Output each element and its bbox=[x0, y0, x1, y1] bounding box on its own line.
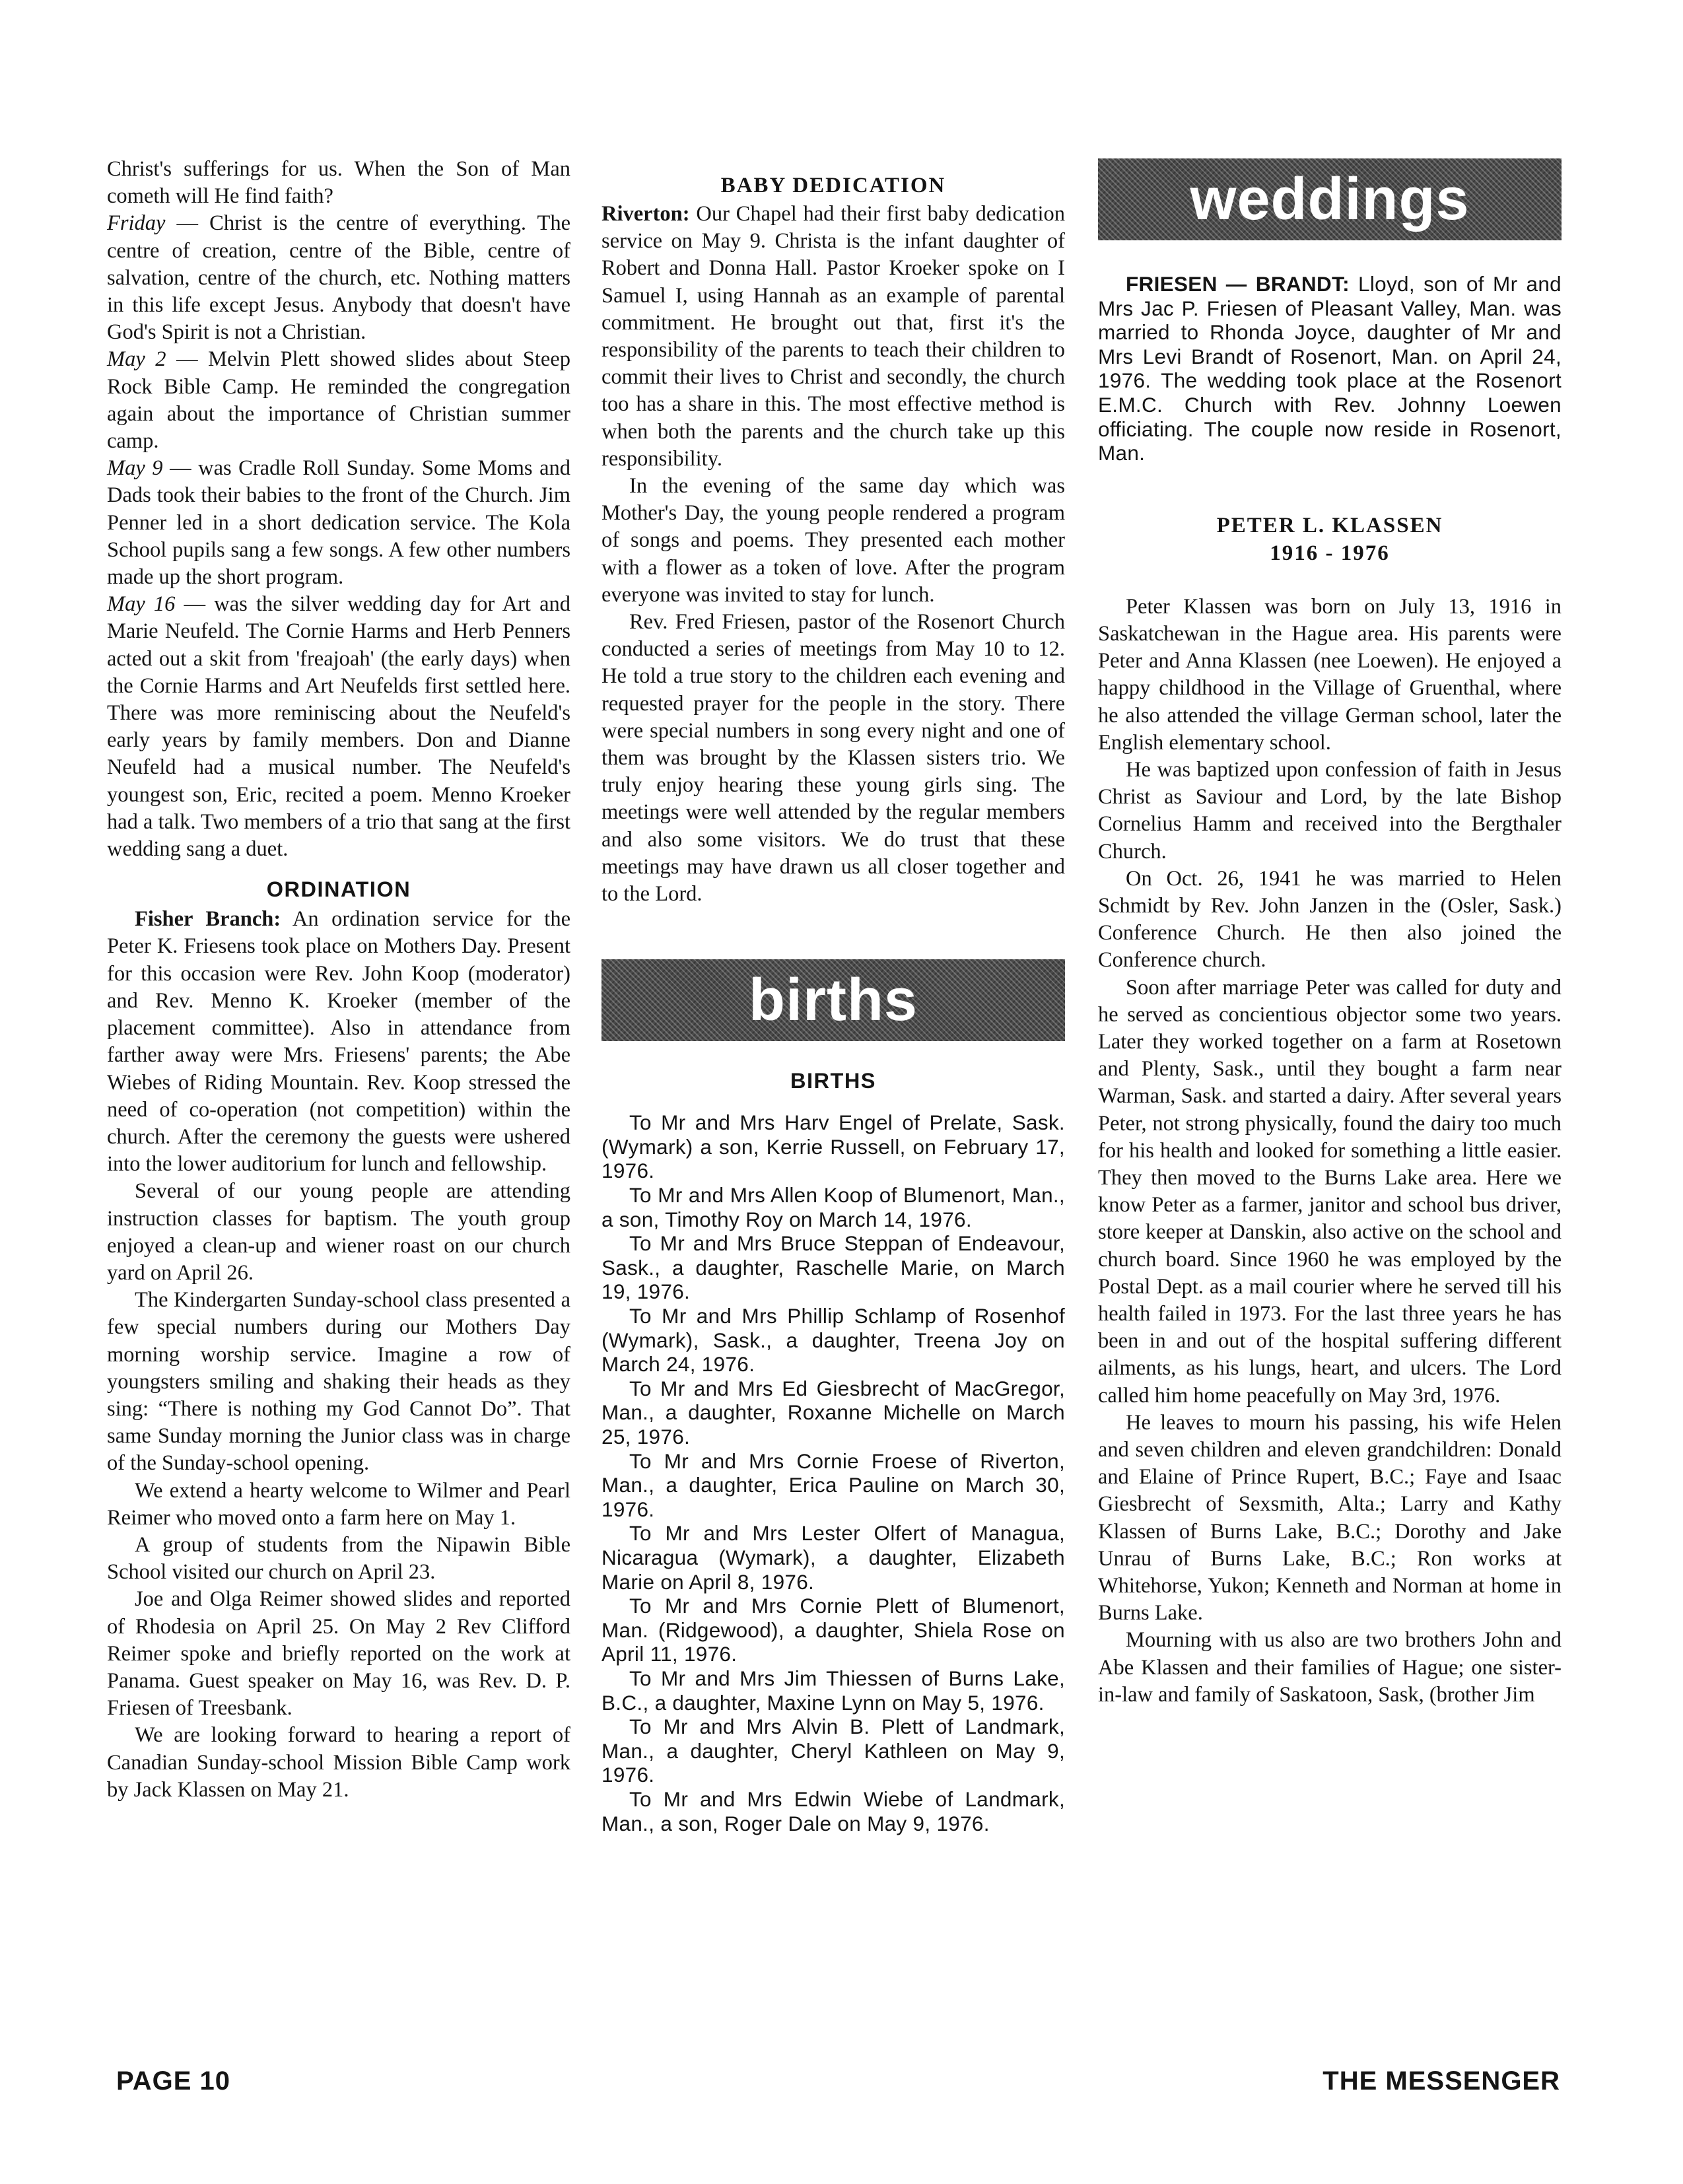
paragraph-text: Our Chapel had their first baby dedication service on May 9. Christa is the infant daughter of Robert and Donna Hall. Pastor Kroeker spoke on I Samuel I, using Hannah as an example of parental commitment. He brought out that, first it's the responsibility of the parents to teach their children to commit their lives to Christ and secondly, the church too has a share in this. The most effective method is when both the parents and the church take up this responsibility. bbox=[601, 202, 1065, 471]
list-item: To Mr and Mrs Jim Thiessen of Burns Lake, B.C., a daughter, Maxine Lynn on May 5, 1976. bbox=[601, 1666, 1065, 1715]
list-item: To Mr and Mrs Bruce Steppan of Endeavour, Sask., a daughter, Raschelle Marie, on March 19, 1976. bbox=[601, 1231, 1065, 1304]
paragraph bbox=[107, 591, 570, 863]
publication-name: THE MESSENGER bbox=[1322, 2066, 1560, 2096]
paragraph: Peter Klassen was born on July 13, 1916 in Saskatchewan in the Hague area. His parents were Peter and Anna Klassen (nee Loewen). He enjoyed a happy childhood in the Village of Gruenthal, where he also attended the village German school, later the English elementary school. bbox=[1098, 594, 1562, 755]
page-number: PAGE 10 bbox=[116, 2066, 230, 2096]
list-item: To Mr and Mrs Allen Koop of Blumenort, Man., a son, Timothy Roy on March 14, 1976. bbox=[601, 1183, 1065, 1231]
paragraph: The Kindergarten Sunday-school class presented a few special numbers during our Mothers Day morning worship service. Imagine a row of youngsters smiling and shaking their heads as they sing: “There is nothing my God Cannot Do”. That same Sunday morning the Junior class was in charge of the Sunday-school opening. bbox=[107, 1288, 570, 1476]
column-right bbox=[1098, 156, 1562, 1709]
paragraph-lead: May 16 bbox=[107, 592, 176, 617]
paragraph bbox=[107, 906, 570, 1178]
paragraph bbox=[107, 346, 570, 455]
paragraph-lead: May 2 bbox=[107, 347, 166, 372]
paragraph-lead: Riverton: bbox=[601, 202, 690, 226]
obituary-years: 1916 - 1976 bbox=[1270, 541, 1390, 565]
paragraph: He leaves to mourn his passing, his wife Helen and seven children and eleven grandchildren: Donald and Elaine of Prince Rupert, B.C.; Faye and Isaac Giesbrecht of Sexsmith, Alta.; Larry and Kathy Klassen of Burns Lake, B.C.; Dorothy and Jake Unrau of Burns Lake, B.C.; Ron works at Whitehorse, Yukon; Kenneth and Norman at home in Burns Lake. bbox=[1098, 1410, 1562, 1625]
paragraph-lead: Friday bbox=[107, 211, 166, 236]
list-item: To Mr and Mrs Phillip Schlamp of Rosenhof (Wymark), Sask., a daughter, Treena Joy on March 24, 1976. bbox=[601, 1304, 1065, 1377]
obituary-name: PETER L. KLASSEN bbox=[1216, 513, 1443, 537]
paragraph: Mourning with us also are two brothers John and Abe Klassen and their families of Hague; one sister-in-law and family of Saskatoon, Sask, (brother Jim bbox=[1098, 1628, 1562, 1707]
list-item: To Mr and Mrs Lester Olfert of Managua, Nicaragua (Wymark), a daughter, Elizabeth Marie on April 8, 1976. bbox=[601, 1521, 1065, 1594]
wedding-notice bbox=[1098, 272, 1562, 465]
births-banner: births bbox=[601, 959, 1065, 1041]
paragraph: Rev. Fred Friesen, pastor of the Rosenort Church conducted a series of meetings from May 10 to 12. He told a true story to the children each evening and requested prayer for the people in the story. There were special numbers in song every night and one of them was brought by the Klassen sisters trio. We truly enjoy hearing these young girls sing. The meetings were well attended by the regular members and also some visitors. We do trust that these meetings may have drawn us all closer together and to the Lord. bbox=[601, 610, 1065, 906]
paragraph-text: — was the silver wedding day for Art and Marie Neufeld. The Cornie Harms and Herb Penners acted out a skit from 'freajoah' (the early days) when the Cornie Harms and Art Neufelds first settled here. There was more reminiscing about the Neufeld's early years by family members. Don and Dianne Neufeld had a musical number. The Neufeld's youngest son, Eric, recited a poem. Menno Kroeker had a talk. Two members of a trio that sang at the first wedding sang a duet. bbox=[107, 592, 571, 862]
paragraph: Several of our young people are attending instruction classes for baptism. The youth group enjoyed a clean-up and wiener roast on our church yard on April 26. bbox=[107, 1179, 570, 1285]
list-item: To Mr and Mrs Alvin B. Plett of Landmark, Man., a daughter, Cheryl Kathleen on May 9, 1976. bbox=[601, 1715, 1065, 1787]
paragraph-lead: Fisher Branch: bbox=[135, 907, 281, 932]
paragraph-text: — Melvin Plett showed slides about Steep Rock Bible Camp. He reminded the congregation again about the importance of Christian summer camp. bbox=[107, 347, 571, 454]
paragraph: A group of students from the Nipawin Bible School visited our church on April 23. bbox=[107, 1532, 570, 1585]
paragraph-text: — Christ is the centre of everything. The centre of creation, centre of the Bible, centre of salvation, centre of the church, etc. Nothing matters in this life except Jesus. Anybody that doesn't have God's Spirit is not a Christian. bbox=[107, 211, 570, 345]
paragraph-text: Lloyd, son of Mr and Mrs Jac P. Friesen of Pleasant Valley, Man. was married to Rhonda Joyce, daughter of Mr and Mrs Levi Brandt of Rosenort, Man. on April 24, 1976. The wedding took place at the Rosenort E.M.C. Church with Rev. Johnny Loewen officiating. The couple now reside in Rosenort, Man. bbox=[1098, 272, 1562, 465]
list-item: To Mr and Mrs Edwin Wiebe of Landmark, Man., a son, Roger Dale on May 9, 1976. bbox=[601, 1787, 1065, 1835]
list-item: To Mr and Mrs Cornie Froese of Riverton, Man., a daughter, Erica Pauline on March 30, 1976. bbox=[601, 1449, 1065, 1521]
paragraph bbox=[601, 201, 1065, 473]
paragraph: He was baptized upon confession of faith in Jesus Christ as Saviour and Lord, by the late Bishop Cornelius Hamm and received into the Bergthaler Church. bbox=[1098, 757, 1562, 864]
list-item: To Mr and Mrs Harv Engel of Prelate, Sask. (Wymark) a son, Kerrie Russell, on February 17, 1976. bbox=[601, 1110, 1065, 1183]
paragraph: Christ's sufferings for us. When the Son of Man cometh will He find faith? bbox=[107, 157, 570, 209]
section-heading-baby-dedication: BABY DEDICATION bbox=[720, 174, 946, 197]
paragraph: In the evening of the same day which was Mother's Day, the young people rendered a program of songs and poems. They presented each mother with a flower as a token of love. After the program everyone was invited to stay for lunch. bbox=[601, 474, 1065, 607]
section-heading-ordination: ORDINATION bbox=[266, 877, 411, 902]
weddings-banner: weddings bbox=[1098, 158, 1562, 240]
paragraph: Joe and Olga Reimer showed slides and reported of Rhodesia on April 25. On May 2 Rev Clifford Reimer spoke and briefly reported on the work at Panama. Guest speaker on May 16, was Rev. D. P. Friesen of Treesbank. bbox=[107, 1587, 570, 1721]
paragraph-text: — was Cradle Roll Sunday. Some Moms and Dads took their babies to the front of the Church. Jim Penner led in a short dedication service. The Kola School pupils sang a few songs. A few other numbers made up the short program. bbox=[107, 456, 570, 590]
list-item: To Mr and Mrs Ed Giesbrecht of MacGregor, Man., a daughter, Roxanne Michelle on March 25, 1976. bbox=[601, 1376, 1065, 1449]
column-left bbox=[107, 156, 570, 1804]
paragraph-lead: FRIESEN — BRANDT: bbox=[1126, 272, 1350, 296]
births-list bbox=[601, 1110, 1065, 1835]
column-middle bbox=[601, 156, 1065, 1835]
paragraph: On Oct. 26, 1941 he was married to Helen Schmidt by Rev. John Janzen in the (Osler, Sask.) Conference Church. He then also joined the Conference church. bbox=[1098, 866, 1562, 973]
paragraph: We are looking forward to hearing a report of Canadian Sunday-school Mission Bible Camp work by Jack Klassen on May 21. bbox=[107, 1723, 570, 1802]
paragraph bbox=[1098, 272, 1562, 465]
paragraph: We extend a hearty welcome to Wilmer and Pearl Reimer who moved onto a farm here on May 1. bbox=[107, 1478, 570, 1530]
paragraph bbox=[107, 455, 570, 591]
paragraph-lead: May 9 bbox=[107, 456, 163, 481]
paragraph-text: An ordination service for the Peter K. Friesens took place on Mothers Day. Present for this occasion were Rev. John Koop (moderator) and Rev. Menno K. Kroeker (member of the placement committee). Also in attendance from farther away were Mrs. Friesens' parents; the Abe Wiebes of Riding Mountain. Rev. Koop stressed the need of co-operation (not competition) within the church. After the ceremony the guests were ushered into the lower auditorium for lunch and fellowship. bbox=[107, 907, 571, 1177]
paragraph: Soon after marriage Peter was called for duty and he served as concientious objector some two years. Later they worked together on a farm at Rosetown and Plenty, Sask., until they bought a farm near Warman, Sask. and started a dairy. After several years Peter, not strong physically, found the dairy too much for his health and looked for something a little easier. They then moved to the Burns Lake area. Here we know Peter as a farmer, janitor and school bus driver, store keeper at Danskin, also active on the school and church board. Since 1960 he was employed by the Postal Dept. as a mail courier where he served till his health failed in 1973. For the last three years he has been in and out of the hospital suffering different ailments, as his lungs, heart, and ulcers. The Lord called him home peacefully on May 3rd, 1976. bbox=[1098, 975, 1562, 1408]
list-item: To Mr and Mrs Cornie Plett of Blumenort, Man. (Ridgewood), a daughter, Shiela Rose on April 11, 1976. bbox=[601, 1594, 1065, 1666]
paragraph bbox=[107, 210, 570, 346]
section-heading-births: BIRTHS bbox=[790, 1069, 876, 1093]
